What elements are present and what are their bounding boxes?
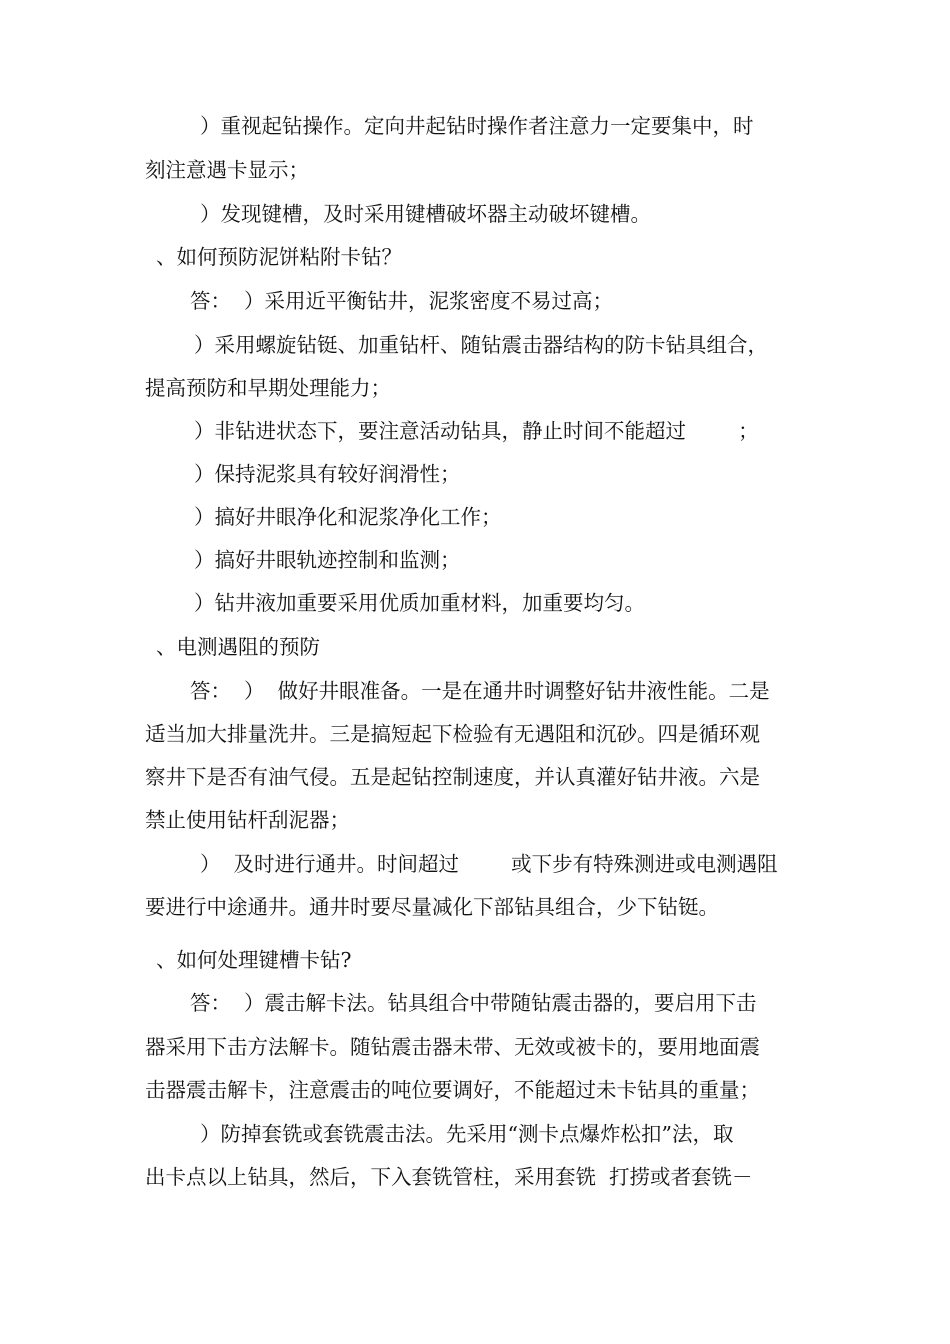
text-line: 提高预防和早期处理能力；	[145, 376, 391, 400]
text-line: ）搞好井眼轨迹控制和监测；	[194, 548, 461, 572]
text-line: ）非钻进状态下，要注意活动钻具，静止时间不能超过 ；	[194, 419, 759, 443]
section-heading: 、电测遇阻的预防	[156, 635, 320, 659]
section-heading: 、如何预防泥饼粘附卡钻？	[156, 245, 402, 269]
text-line: 要进行中途通井。通井时要尽量减化下部钻具组合，少下钻铤。	[145, 895, 719, 919]
text-line: 察井下是否有油气侵。五是起钻控制速度，并认真灌好钻井液。六是	[145, 765, 760, 789]
text-line: ）搞好井眼净化和泥浆净化工作；	[194, 505, 502, 529]
text-line: ）采用螺旋钻铤、加重钻杆、随钻震击器结构的防卡钻具组合，	[194, 333, 768, 357]
text-line: 刻注意遇卡显示；	[145, 158, 309, 182]
section-heading: 、如何处理键槽卡钻?	[156, 948, 352, 972]
text-line: ） 及时进行通井。时间超过 或下步有特殊测进或电测遇阻	[200, 852, 778, 876]
text-line: 答： ）采用近平衡钻井，泥浆密度不易过高；	[190, 289, 614, 313]
text-line: ）保持泥浆具有较好润滑性；	[194, 462, 461, 486]
text-line: 适当加大排量洗井。三是搞短起下检验有无遇阻和沉砂。四是循环观	[145, 722, 760, 746]
text-line: 禁止使用钻杆刮泥器；	[145, 808, 350, 832]
text-line: ）发现键槽，及时采用键槽破坏器主动破坏键槽。	[200, 202, 651, 226]
text-line: ）防掉套铣或套铣震击法。先采用“测卡点爆炸松扣”法，取	[200, 1122, 734, 1146]
text-line: 器采用下击方法解卡。随钻震击器未带、无效或被卡的，要用地面震	[145, 1035, 760, 1059]
text-line: 击器震击解卡，注意震击的吨位要调好，不能超过未卡钻具的重量；	[145, 1078, 760, 1102]
text-line: 答： ） 做好井眼准备。一是在通井时调整好钻井液性能。二是	[190, 679, 770, 703]
text-line: 答： ）震击解卡法。钻具组合中带随钻震击器的，要启用下击	[190, 991, 757, 1015]
text-line: ）重视起钻操作。定向井起钻时操作者注意力一定要集中，时	[200, 114, 754, 138]
text-line: 出卡点以上钻具，然后，下入套铣管柱，采用套铣 打捞或者套铣－	[145, 1165, 753, 1189]
text-line: ）钻井液加重要采用优质加重材料，加重要均匀。	[194, 591, 645, 615]
